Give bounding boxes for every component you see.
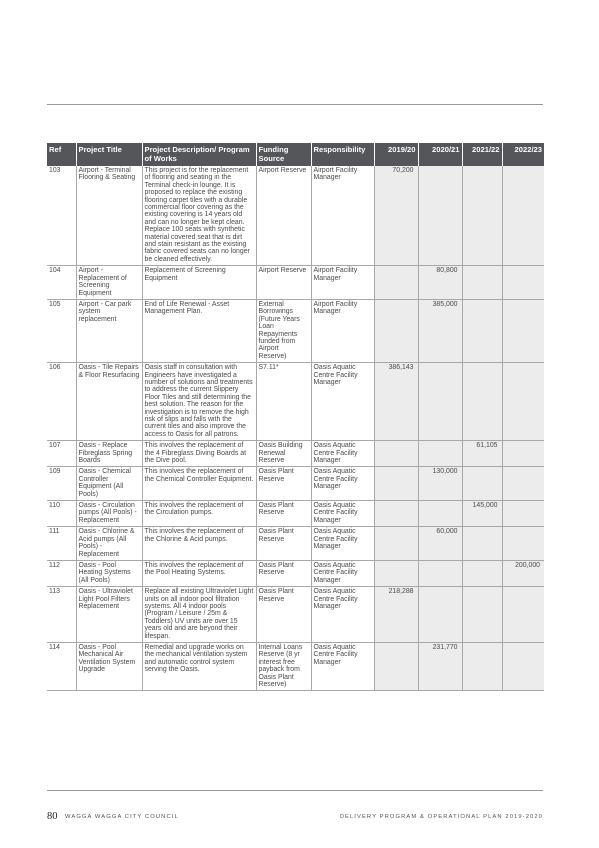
cell-2022-23: [502, 527, 544, 561]
cell-description: Oasis staff in consultation with Engineers have investigated a number of solutions and treatments to address the current Slippery Floor Tiles and still determining the best solution. The reason for the investigation is to remove the high risk of slips and falls with the current tiles and also improve the access to Oasis for all patrons.: [142, 363, 256, 441]
cell-2021-22: [462, 299, 502, 362]
header-funding-source: Funding Source: [256, 143, 311, 166]
cell-2019-20: [374, 501, 418, 527]
cell-description: This involves the replacement of the Circulation pumps.: [142, 501, 256, 527]
cell-funding-source: Oasis Plant Reserve: [256, 501, 311, 527]
cell-2020-21: [418, 560, 462, 586]
cell-description: Replacement of Screening Equipment: [142, 266, 256, 300]
cell-ref: 105: [47, 299, 76, 362]
cell-funding-source: Airport Reserve: [256, 166, 311, 266]
cell-funding-source: Oasis Plant Reserve: [256, 527, 311, 561]
cell-2022-23: [502, 299, 544, 362]
cell-project-title: Oasis - Pool Mechanical Air Ventilation System Upgrade: [76, 642, 142, 690]
cell-2020-21: [418, 501, 462, 527]
cell-2020-21: 60,000: [418, 527, 462, 561]
header-project-description: Project Description/ Program of Works: [142, 143, 256, 166]
cell-2020-21: [418, 363, 462, 441]
cell-2022-23: [502, 166, 544, 266]
cell-2019-20: 70,200: [374, 166, 418, 266]
cell-project-title: Oasis - Ultraviolet Light Pool Filters Replacement: [76, 587, 142, 643]
cell-description: This involves the replacement of the Chlorine & Acid pumps.: [142, 527, 256, 561]
table-row: [47, 587, 544, 643]
cell-responsibility: Oasis Aquatic Centre Facility Manager: [311, 467, 374, 501]
cell-2020-21: 231,770: [418, 642, 462, 690]
cell-2022-23: [502, 266, 544, 300]
cell-ref: 104: [47, 266, 76, 300]
cell-2021-22: [462, 560, 502, 586]
cell-2022-23: [502, 363, 544, 441]
header-responsibility: Responsibility: [311, 143, 374, 166]
table-row: [47, 266, 544, 300]
cell-responsibility: Oasis Aquatic Centre Facility Manager: [311, 527, 374, 561]
cell-funding-source: Oasis Plant Reserve: [256, 467, 311, 501]
cell-project-title: Oasis - Tile Repairs & Floor Resurfacing: [76, 363, 142, 441]
cell-2019-20: 218,288: [374, 587, 418, 643]
cell-project-title: Airport - Car park system replacement: [76, 299, 142, 362]
cell-description: This involves the replacement of the 4 Fibreglass Diving Boards at the Dive pool.: [142, 441, 256, 467]
table-header-row: [47, 143, 544, 166]
cell-2020-21: [418, 166, 462, 266]
cell-ref: 103: [47, 166, 76, 266]
cell-project-title: Oasis - Chemical Controller Equipment (All Pools): [76, 467, 142, 501]
top-divider: [47, 104, 543, 105]
cell-responsibility: Oasis Aquatic Centre Facility Manager: [311, 642, 374, 690]
cell-2020-21: [418, 587, 462, 643]
cell-funding-source: External Borrowings (Future Years Loan Repayments funded from Airport Reserve): [256, 299, 311, 362]
cell-project-title: Oasis - Circulation pumps (All Pools) - Replacement: [76, 501, 142, 527]
table-row: [47, 299, 544, 362]
cell-funding-source: Oasis Building Renewal Reserve: [256, 441, 311, 467]
cell-project-title: Oasis - Chlorine & Acid pumps (All Pools) - Replacement: [76, 527, 142, 561]
cell-2021-22: [462, 266, 502, 300]
cell-responsibility: Airport Facility Manager: [311, 266, 374, 300]
cell-2019-20: [374, 642, 418, 690]
cell-2022-23: 200,000: [502, 560, 544, 586]
cell-ref: 107: [47, 441, 76, 467]
table-row: [47, 642, 544, 690]
cell-2021-22: [462, 587, 502, 643]
cell-2019-20: [374, 441, 418, 467]
table-row: [47, 560, 544, 586]
document-title: DELIVERY PROGRAM & OPERATIONAL PLAN 2019-2020: [339, 814, 543, 820]
cell-responsibility: Oasis Aquatic Centre Facility Manager: [311, 587, 374, 643]
cell-funding-source: Oasis Plant Reserve: [256, 560, 311, 586]
organisation-name: WAGGA WAGGA CITY COUNCIL: [65, 814, 179, 820]
table-row: [47, 363, 544, 441]
cell-2021-22: [462, 642, 502, 690]
header-2020-21: 2020/21: [418, 143, 462, 166]
cell-responsibility: Oasis Aquatic Centre Facility Manager: [311, 560, 374, 586]
cell-2022-23: [502, 642, 544, 690]
capital-works-table: [47, 143, 544, 691]
cell-2019-20: [374, 527, 418, 561]
table-row: [47, 501, 544, 527]
cell-ref: 110: [47, 501, 76, 527]
cell-description: Remedial and upgrade works on the mechanical ventilation system and automatic control system serving the Oasis.: [142, 642, 256, 690]
cell-ref: 113: [47, 587, 76, 643]
cell-funding-source: S7.11*: [256, 363, 311, 441]
cell-ref: 106: [47, 363, 76, 441]
header-2021-22: 2021/22: [462, 143, 502, 166]
cell-funding-source: Oasis Plant Reserve: [256, 587, 311, 643]
page-footer: [47, 812, 543, 824]
page-number: 80: [47, 811, 58, 822]
cell-2019-20: [374, 299, 418, 362]
cell-funding-source: Airport Reserve: [256, 266, 311, 300]
cell-2021-22: 145,000: [462, 501, 502, 527]
table-row: [47, 166, 544, 266]
table-row: [47, 527, 544, 561]
cell-2021-22: [462, 467, 502, 501]
table-body: [47, 166, 544, 691]
cell-2022-23: [502, 501, 544, 527]
cell-funding-source: Internal Loans Reserve (8 yr interest free payback from Oasis Plant Reserve): [256, 642, 311, 690]
cell-project-title: Airport - Terminal Flooring & Seating: [76, 166, 142, 266]
cell-2022-23: [502, 441, 544, 467]
cell-description: This involves the replacement of the Chemical Controller Equipment.: [142, 467, 256, 501]
header-2019-20: 2019/20: [374, 143, 418, 166]
cell-2021-22: [462, 363, 502, 441]
cell-2020-21: 385,000: [418, 299, 462, 362]
cell-2019-20: [374, 467, 418, 501]
cell-2019-20: [374, 560, 418, 586]
cell-2019-20: [374, 266, 418, 300]
cell-2020-21: [418, 441, 462, 467]
cell-ref: 109: [47, 467, 76, 501]
cell-project-title: Airport - Replacement of Screening Equipment: [76, 266, 142, 300]
cell-project-title: Oasis - Replace Fibreglass Spring Boards: [76, 441, 142, 467]
cell-responsibility: Oasis Aquatic Centre Facility Manager: [311, 501, 374, 527]
cell-description: Replace all existing Ultraviolet Light units on all indoor pool filtration systems. All 4 indoor pools (Program / Leisure / 25m & Toddlers) UV units are over 15 years old and are beyond their lifespan.: [142, 587, 256, 643]
cell-ref: 112: [47, 560, 76, 586]
header-2022-23: 2022/23: [502, 143, 544, 166]
bottom-divider: [47, 790, 543, 791]
cell-2021-22: [462, 527, 502, 561]
cell-responsibility: Airport Facility Manager: [311, 299, 374, 362]
table-row: [47, 441, 544, 467]
cell-2022-23: [502, 587, 544, 643]
cell-responsibility: Airport Facility Manager: [311, 166, 374, 266]
header-project-title: Project Title: [76, 143, 142, 166]
cell-ref: 111: [47, 527, 76, 561]
cell-project-title: Oasis - Pool Heating Systems (All Pools): [76, 560, 142, 586]
cell-2021-22: [462, 166, 502, 266]
header-ref: Ref: [47, 143, 76, 166]
cell-2021-22: 61,105: [462, 441, 502, 467]
table-row: [47, 467, 544, 501]
cell-responsibility: Oasis Aquatic Centre Facility Manager: [311, 363, 374, 441]
cell-ref: 114: [47, 642, 76, 690]
cell-responsibility: Oasis Aquatic Centre Facility Manager: [311, 441, 374, 467]
cell-description: This project is for the replacement of flooring and seating in the Terminal check-in lounge. It is proposed to replace the existing flooring carpet tiles with a durable commercial floor covering as the existing covering is 14 years old and can no longer be kept clean. Replace 100 seats with synthetic material covered seat that is dirt and stain resistant as the existing fabric covered seats can no longer be cleaned effectively.: [142, 166, 256, 266]
cell-2020-21: 130,000: [418, 467, 462, 501]
cell-2022-23: [502, 467, 544, 501]
cell-2019-20: 386,143: [374, 363, 418, 441]
cell-description: End of Life Renewal - Asset Management Plan.: [142, 299, 256, 362]
cell-description: This involves the replacement of the Pool Heating Systems.: [142, 560, 256, 586]
cell-2020-21: 80,800: [418, 266, 462, 300]
